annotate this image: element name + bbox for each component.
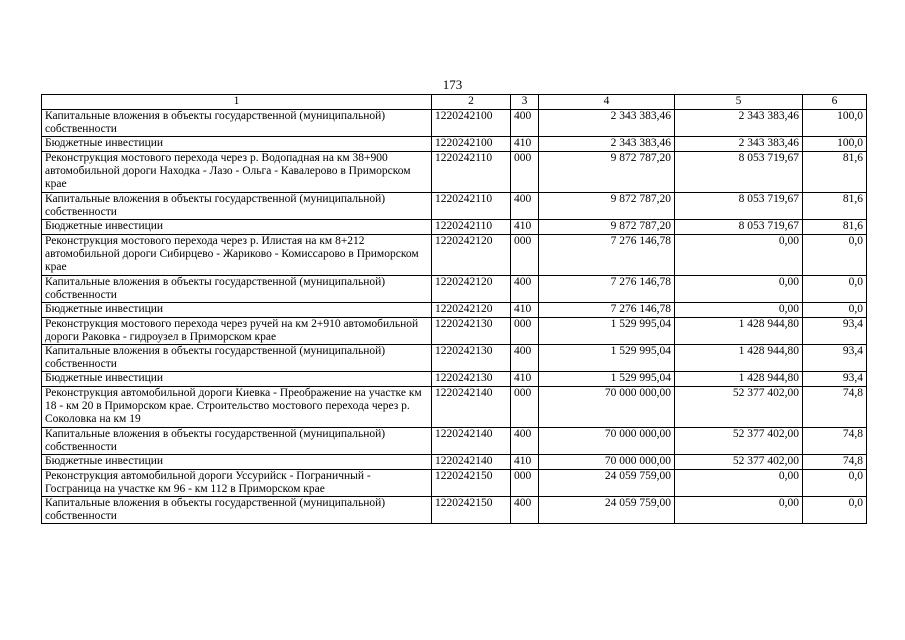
- row-kind-cell: 000: [511, 152, 539, 193]
- row-percent-cell: 0,0: [803, 497, 867, 524]
- row-kind-cell: 400: [511, 193, 539, 220]
- row-kind-cell: 400: [511, 428, 539, 455]
- row-code-cell: 1220242100: [432, 137, 511, 152]
- column-header: 1: [42, 95, 432, 110]
- table-row: [42, 235, 867, 276]
- row-plan-cell: 2 343 383,46: [539, 110, 675, 137]
- row-percent-cell: 74,8: [803, 455, 867, 470]
- row-plan-cell: 7 276 146,78: [539, 235, 675, 276]
- row-plan-cell: 70 000 000,00: [539, 387, 675, 428]
- row-percent-cell: 93,4: [803, 345, 867, 372]
- row-percent-cell: 0,0: [803, 276, 867, 303]
- row-code-cell: 1220242150: [432, 497, 511, 524]
- row-kind-cell: 400: [511, 345, 539, 372]
- row-fact-cell: 8 053 719,67: [675, 152, 803, 193]
- row-fact-cell: 0,00: [675, 470, 803, 497]
- row-code-cell: 1220242110: [432, 220, 511, 235]
- row-percent-cell: 0,0: [803, 303, 867, 318]
- row-fact-cell: 1 428 944,80: [675, 345, 803, 372]
- row-name-cell: Капитальные вложения в объекты государственной (муниципальной) собственности: [42, 497, 432, 524]
- row-fact-cell: 0,00: [675, 276, 803, 303]
- row-name-cell: Бюджетные инвестиции: [42, 220, 432, 235]
- row-code-cell: 1220242100: [432, 110, 511, 137]
- table-row: [42, 276, 867, 303]
- row-kind-cell: 000: [511, 235, 539, 276]
- row-code-cell: 1220242140: [432, 428, 511, 455]
- row-kind-cell: 410: [511, 220, 539, 235]
- row-name-cell: Реконструкция мостового перехода через р. Водопадная на км 38+900 автомобильной дороги Находка - Лазо - Ольга - Кавалерово в Приморском крае: [42, 152, 432, 193]
- row-name-cell: Реконструкция мостового перехода через р. Илистая на км 8+212 автомобильной дороги Сибирцево - Жариково - Комиссарово в Приморском крае: [42, 235, 432, 276]
- row-plan-cell: 9 872 787,20: [539, 152, 675, 193]
- row-fact-cell: 0,00: [675, 303, 803, 318]
- row-fact-cell: 52 377 402,00: [675, 455, 803, 470]
- table-row: [42, 372, 867, 387]
- row-name-cell: Капитальные вложения в объекты государственной (муниципальной) собственности: [42, 276, 432, 303]
- budget-table: [41, 94, 867, 524]
- row-fact-cell: 8 053 719,67: [675, 220, 803, 235]
- row-name-cell: Бюджетные инвестиции: [42, 303, 432, 318]
- row-fact-cell: 1 428 944,80: [675, 318, 803, 345]
- row-percent-cell: 74,8: [803, 387, 867, 428]
- row-percent-cell: 93,4: [803, 318, 867, 345]
- row-plan-cell: 7 276 146,78: [539, 276, 675, 303]
- row-name-cell: Бюджетные инвестиции: [42, 372, 432, 387]
- row-plan-cell: 7 276 146,78: [539, 303, 675, 318]
- row-percent-cell: 93,4: [803, 372, 867, 387]
- table-row: [42, 345, 867, 372]
- row-name-cell: Капитальные вложения в объекты государственной (муниципальной) собственности: [42, 193, 432, 220]
- row-code-cell: 1220242150: [432, 470, 511, 497]
- column-header: 6: [803, 95, 867, 110]
- table-row: [42, 303, 867, 318]
- row-code-cell: 1220242140: [432, 387, 511, 428]
- row-percent-cell: 81,6: [803, 193, 867, 220]
- row-code-cell: 1220242120: [432, 303, 511, 318]
- row-fact-cell: 8 053 719,67: [675, 193, 803, 220]
- row-plan-cell: 2 343 383,46: [539, 137, 675, 152]
- row-name-cell: Реконструкция автомобильной дороги Уссурийск - Пограничный - Госграница на участке км 96 - км 112 в Приморском крае: [42, 470, 432, 497]
- table-row: [42, 318, 867, 345]
- row-code-cell: 1220242130: [432, 372, 511, 387]
- row-percent-cell: 74,8: [803, 428, 867, 455]
- row-percent-cell: 0,0: [803, 235, 867, 276]
- row-name-cell: Реконструкция мостового перехода через ручей на км 2+910 автомобильной дороги Раковка - гидроузел в Приморском крае: [42, 318, 432, 345]
- row-kind-cell: 400: [511, 497, 539, 524]
- table-row: [42, 110, 867, 137]
- row-percent-cell: 100,0: [803, 110, 867, 137]
- row-code-cell: 1220242140: [432, 455, 511, 470]
- row-plan-cell: 9 872 787,20: [539, 193, 675, 220]
- row-percent-cell: 81,6: [803, 220, 867, 235]
- column-header: 2: [432, 95, 511, 110]
- table-header-row: [42, 95, 867, 110]
- row-name-cell: Реконструкция автомобильной дороги Киевка - Преображение на участке км 18 - км 20 в Приморском крае. Строительство мостового перехода через р. Соколовка на км 19: [42, 387, 432, 428]
- row-plan-cell: 70 000 000,00: [539, 428, 675, 455]
- page-number: 173: [442, 77, 463, 92]
- table-row: [42, 152, 867, 193]
- row-plan-cell: 24 059 759,00: [539, 470, 675, 497]
- row-plan-cell: 1 529 995,04: [539, 372, 675, 387]
- row-kind-cell: 410: [511, 137, 539, 152]
- row-fact-cell: 52 377 402,00: [675, 387, 803, 428]
- table-row: [42, 470, 867, 497]
- row-kind-cell: 410: [511, 455, 539, 470]
- row-plan-cell: 1 529 995,04: [539, 345, 675, 372]
- row-plan-cell: 24 059 759,00: [539, 497, 675, 524]
- row-kind-cell: 400: [511, 276, 539, 303]
- row-kind-cell: 400: [511, 110, 539, 137]
- table-row: [42, 455, 867, 470]
- row-code-cell: 1220242130: [432, 318, 511, 345]
- row-plan-cell: 70 000 000,00: [539, 455, 675, 470]
- table-row: [42, 428, 867, 455]
- table-row: [42, 193, 867, 220]
- row-plan-cell: 9 872 787,20: [539, 220, 675, 235]
- row-kind-cell: 000: [511, 387, 539, 428]
- column-header: 5: [675, 95, 803, 110]
- row-plan-cell: 1 529 995,04: [539, 318, 675, 345]
- row-fact-cell: 0,00: [675, 235, 803, 276]
- row-fact-cell: 1 428 944,80: [675, 372, 803, 387]
- row-kind-cell: 410: [511, 372, 539, 387]
- table-row: [42, 497, 867, 524]
- row-kind-cell: 410: [511, 303, 539, 318]
- row-code-cell: 1220242120: [432, 276, 511, 303]
- table-row: [42, 220, 867, 235]
- table-row: [42, 137, 867, 152]
- row-name-cell: Бюджетные инвестиции: [42, 137, 432, 152]
- row-kind-cell: 000: [511, 318, 539, 345]
- row-percent-cell: 0,0: [803, 470, 867, 497]
- row-code-cell: 1220242130: [432, 345, 511, 372]
- table-row: [42, 387, 867, 428]
- row-fact-cell: 52 377 402,00: [675, 428, 803, 455]
- row-code-cell: 1220242110: [432, 193, 511, 220]
- row-percent-cell: 81,6: [803, 152, 867, 193]
- row-name-cell: Капитальные вложения в объекты государственной (муниципальной) собственности: [42, 110, 432, 137]
- column-header: 4: [539, 95, 675, 110]
- row-fact-cell: 0,00: [675, 497, 803, 524]
- row-name-cell: Капитальные вложения в объекты государственной (муниципальной) собственности: [42, 345, 432, 372]
- row-kind-cell: 000: [511, 470, 539, 497]
- row-fact-cell: 2 343 383,46: [675, 110, 803, 137]
- row-fact-cell: 2 343 383,46: [675, 137, 803, 152]
- row-code-cell: 1220242110: [432, 152, 511, 193]
- row-percent-cell: 100,0: [803, 137, 867, 152]
- row-name-cell: Капитальные вложения в объекты государственной (муниципальной) собственности: [42, 428, 432, 455]
- column-header: 3: [511, 95, 539, 110]
- row-name-cell: Бюджетные инвестиции: [42, 455, 432, 470]
- row-code-cell: 1220242120: [432, 235, 511, 276]
